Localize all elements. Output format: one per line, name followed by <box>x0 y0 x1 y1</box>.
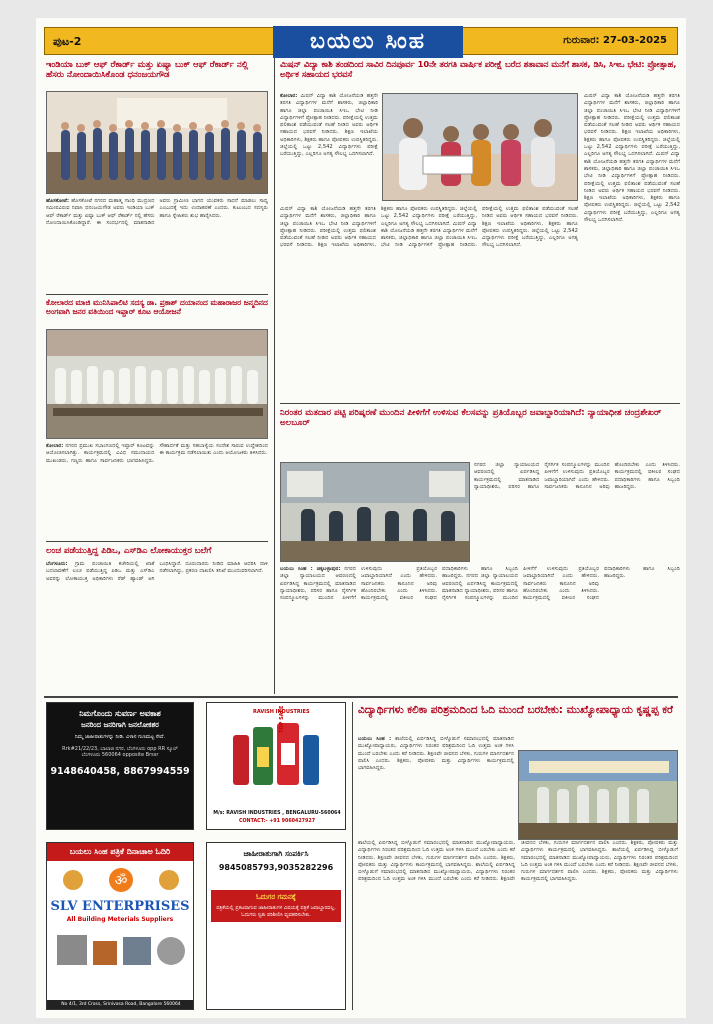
article-4-body: ಮಿಷನ್ ವಿದ್ಯಾ ಕಾಶಿ ಯೋಜನೆಯಡಿ ಹತ್ತನೇ ತರಗತಿ ವಿದ್ಯಾರ್ಥಿಗಳ ಮನೆಗೆ ಶಾಸಕರು, ಜಿಲ್ಲಾಧಿಕಾರಿ ಹಾಗೂ ಜಿಲ್ಲಾ ಪಂಚಾಯಿತಿ ಸಿಇಒ ಭೇಟಿ ನೀಡಿ ವಿದ್ಯಾರ್ಥಿಗಳಿಗೆ ಪ್ರೋತ್ಸಾಹ ನೀಡಿದರು. ಪರೀಕ್ಷೆಯಲ್ಲಿ ಉತ್ತಮ ಫಲಿತಾಂಶ ಪಡೆಯುವಂತೆ ಸಲಹೆ ನೀಡಿದ ಅವರು ಆರ್ಥಿಕ ಸಹಾಯದ ಭರವಸೆ ನೀಡಿದರು. ಶಿಕ್ಷಣ ಇಲಾಖೆಯ ಅಧಿಕಾರಿಗಳು, ಶಿಕ್ಷಕರು ಹಾಗೂ ಪೋಷಕರು ಉಪಸ್ಥಿತರಿದ್ದರು. ಜಿಲ್ಲೆಯಲ್ಲಿ ಒಟ್ಟು 2,542 ವಿದ್ಯಾರ್ಥಿಗಳು ಪರೀಕ್ಷೆ ಬರೆಯುತ್ತಿದ್ದು, ಎಲ್ಲರಿಗೂ ಅಗತ್ಯ ಸೌಲಭ್ಯ ಒದಗಿಸಲಾಗಿದೆ. ಮಿಷನ್ ವಿದ್ಯಾ ಕಾಶಿ ಯೋಜನೆಯಡಿ ಹತ್ತನೇ ತರಗತಿ ವಿದ್ಯಾರ್ಥಿಗಳ ಮನೆಗೆ ಶಾಸಕರು, ಜಿಲ್ಲಾಧಿಕಾರಿ ಹಾಗೂ ಜಿಲ್ಲಾ ಪಂಚಾಯಿತಿ ಸಿಇಒ ಭೇಟಿ ನೀಡಿ ವಿದ್ಯಾರ್ಥಿಗಳಿಗೆ ಪ್ರೋತ್ಸಾಹ ನೀಡಿದರು. ಪರೀಕ್ಷೆಯಲ್ಲಿ ಉತ್ತಮ ಫಲಿತಾಂಶ ಪಡೆಯುವಂತೆ ಸಲಹೆ ನೀಡಿದ ಅವರು ಆರ್ಥಿಕ ಸಹಾಯದ ಭರವಸೆ ನೀಡಿದರು. ಶಿಕ್ಷಣ ಇಲಾಖೆಯ ಅಧಿಕಾರಿಗಳು, ಶಿಕ್ಷಕರು ಹಾಗೂ ಪೋಷಕರು ಉಪಸ್ಥಿತರಿದ್ದರು. ಜಿಲ್ಲೆಯಲ್ಲಿ ಒಟ್ಟು 2,542 ವಿದ್ಯಾರ್ಥಿಗಳು ಪರೀಕ್ಷೆ ಬರೆಯುತ್ತಿದ್ದು, ಎಲ್ಲರಿಗೂ ಅಗತ್ಯ ಸೌಲಭ್ಯ ಒದಗಿಸಲಾಗಿದೆ. <box>280 206 578 249</box>
om-symbol-icon <box>47 865 194 895</box>
article-5-headline: ನಿರಂತರ ಮತದಾರ ಪಟ್ಟಿ ಪರಿಷ್ಕರಣೆ ಮುಂದಿನ ಪೀಳಿಗೆಗೆ ಉಳಿಸುವ ಕೆಲಸವನ್ನು ಪ್ರತಿಯೊಬ್ಬರ ಜವಾಬ್ದಾರಿಯಾಗಿದೆ: ನ್ಯಾಯಾಧೀಶ ಚಂದ್ರಶೇಖರ್ ಅಲಬೂರ್ <box>280 408 662 429</box>
ad3-address: No 4/1, 3rd Cross, Srinivasa Road, Bangalore 560064 <box>47 1000 194 1009</box>
article-6-body-col1: ಬಯಲು ಸಿಂಹ : ಶಾಲೆಯಲ್ಲಿ ಏರ್ಪಡಿಸಿದ್ದ ಬೀಳ್ಕೊಡುಗೆ ಸಮಾರಂಭದಲ್ಲಿ ಮಾತನಾಡಿದ ಮುಖ್ಯೋಪಾಧ್ಯಾಯರು, ವಿದ್ಯಾರ್ಥಿಗಳು ನಿರಂತರ ಪರಿಶ್ರಮದಿಂದ ಓದಿ ಉತ್ತಮ ಅಂಕ ಗಳಿಸಿ ಮುಂದೆ ಬರಬೇಕು ಎಂದು ಕರೆ ನೀಡಿದರು. ಶಿಕ್ಷಣವೇ ಜೀವನದ ಬೆಳಕು, ಗುರುಗಳ ಮಾರ್ಗದರ್ಶನ ಪಾಲಿಸಿ ಎಂದರು. ಶಿಕ್ಷಕರು, ಪೋಷಕರು ಮತ್ತು ವಿದ್ಯಾರ್ಥಿಗಳು ಕಾರ್ಯಕ್ರಮದಲ್ಲಿ ಭಾಗವಹಿಸಿದ್ದರು. <box>358 736 514 772</box>
ad3-banner: ಬಯಲು ಸಿಂಹ ಪತ್ರಿಕೆ ದಿನಾಚಾಅ ಓದಿರಿ <box>47 843 193 861</box>
ad1-phone: 9148640458, 8867994559 <box>50 766 190 777</box>
ad4-title: ಜಾಹೀರಾತುಗಾಗಿ ಸಂಪರ್ಕಿಸಿ <box>243 849 309 858</box>
ad3-name: SLV ENTERPRISES <box>50 899 190 914</box>
product-bottles-icon <box>207 717 346 807</box>
article-3-body: ಬೆಂಗಳೂರು: ಗ್ರಾಮ ಪಂಚಾಯಿತಿ ಕಚೇರಿಯಲ್ಲಿ ಖಾತೆ ಬದಲಾವಣೆಗೆ ಲಂಚ ಪಡೆಯುತ್ತಿದ್ದ ಪಿಡಿಒ ಮತ್ತು ಎಸ್‌ಡಿಎ ಅವರನ್ನು ಲೋಕಾಯುಕ್ತ ಅಧಿಕಾರಿಗಳು ರೆಡ್ ಹ್ಯಾಂಡ್ ಆಗಿ ಬಂಧಿಸಿದ್ದಾರೆ. ದೂರುದಾರರು ನೀಡಿದ ಮಾಹಿತಿ ಆಧರಿಸಿ ದಾಳಿ ನಡೆಸಲಾಗಿದ್ದು, ಪ್ರಕರಣ ದಾಖಲಿಸಿ ತನಿಖೆ ಮುಂದುವರಿಸಲಾಗಿದೆ. <box>46 561 268 582</box>
notice-box <box>211 890 341 922</box>
ad3-tagline: All Building Meterials Suppliers <box>66 916 174 923</box>
ad-suvarna-avakasha <box>46 702 194 830</box>
column-divider <box>274 58 275 694</box>
ad4-phone: 9845085793,9035282296 <box>218 863 334 872</box>
masthead-bar <box>44 27 678 55</box>
ad1-subtitle: ಜನರಿಂದ ಜನರಿಗಾಗಿ ಜನಲೋಕಶರ <box>81 721 159 729</box>
ad-ravish-industries <box>206 702 346 830</box>
article-1-body: ಹೊಸಕೋಟೆ: ಹೊಸಕೋಟೆ ನಗರದ ಮಹಾತ್ಮ ಗಾಂಧಿ ಮುದ್ರಣದ ಸಮೀಪವಿರುವ ನಿವಾಸಿ ಧನಂಜಯಗೌಡ ಅವರು ಇಂಡಿಯಾ ಬುಕ್ ಆಫ್ ರೆಕಾರ್ಡ್ ಮತ್ತು ಏಷ್ಯಾ ಬುಕ್ ಆಫ್ ರೆಕಾರ್ಡ್ ನಲ್ಲಿ ಹೆಸರು ನೋಂದಾಯಿಸಿಕೊಂಡಿದ್ದಾರೆ. ಈ ಸಂದರ್ಭದಲ್ಲಿ ಮಾತನಾಡಿದ ಅವರು ಗ್ರಾಮೀಣ ಭಾಗದ ಯುವಕರು ಸಾಧನೆ ಮಾಡಲು ಸಾಧ್ಯ ಎಂಬುದಕ್ಕೆ ಇದು ಉದಾಹರಣೆ ಎಂದರು. ಕುಟುಂಬದ ಸದಸ್ಯರು ಹಾಗೂ ಸ್ನೇಹಿತರು ಶುಭ ಹಾರೈಸಿದರು. <box>46 198 268 226</box>
ad2-footer: M/s: RAVISH INDUSTRIES , BENGALURU-560064 <box>213 811 341 816</box>
section-divider <box>44 696 678 698</box>
article-4-body-col1: ಕೋಲಾರ: ಮಿಷನ್ ವಿದ್ಯಾ ಕಾಶಿ ಯೋಜನೆಯಡಿ ಹತ್ತನೇ ತರಗತಿ ವಿದ್ಯಾರ್ಥಿಗಳ ಮನೆಗೆ ಶಾಸಕರು, ಜಿಲ್ಲಾಧಿಕಾರಿ ಹಾಗೂ ಜಿಲ್ಲಾ ಪಂಚಾಯಿತಿ ಸಿಇಒ ಭೇಟಿ ನೀಡಿ ವಿದ್ಯಾರ್ಥಿಗಳಿಗೆ ಪ್ರೋತ್ಸಾಹ ನೀಡಿದರು. ಪರೀಕ್ಷೆಯಲ್ಲಿ ಉತ್ತಮ ಫಲಿತಾಂಶ ಪಡೆಯುವಂತೆ ಸಲಹೆ ನೀಡಿದ ಅವರು ಆರ್ಥಿಕ ಸಹಾಯದ ಭರವಸೆ ನೀಡಿದರು. ಶಿಕ್ಷಣ ಇಲಾಖೆಯ ಅಧಿಕಾರಿಗಳು, ಶಿಕ್ಷಕರು ಹಾಗೂ ಪೋಷಕರು ಉಪಸ್ಥಿತರಿದ್ದರು. ಜಿಲ್ಲೆಯಲ್ಲಿ ಒಟ್ಟು 2,542 ವಿದ್ಯಾರ್ಥಿಗಳು ಪರೀಕ್ಷೆ ಬರೆಯುತ್ತಿದ್ದು, ಎಲ್ಲರಿಗೂ ಅಗತ್ಯ ಸೌಲಭ್ಯ ಒದಗಿಸಲಾಗಿದೆ. <box>280 93 378 158</box>
article-6-body: ಶಾಲೆಯಲ್ಲಿ ಏರ್ಪಡಿಸಿದ್ದ ಬೀಳ್ಕೊಡುಗೆ ಸಮಾರಂಭದಲ್ಲಿ ಮಾತನಾಡಿದ ಮುಖ್ಯೋಪಾಧ್ಯಾಯರು, ವಿದ್ಯಾರ್ಥಿಗಳು ನಿರಂತರ ಪರಿಶ್ರಮದಿಂದ ಓದಿ ಉತ್ತಮ ಅಂಕ ಗಳಿಸಿ ಮುಂದೆ ಬರಬೇಕು ಎಂದು ಕರೆ ನೀಡಿದರು. ಶಿಕ್ಷಣವೇ ಜೀವನದ ಬೆಳಕು, ಗುರುಗಳ ಮಾರ್ಗದರ್ಶನ ಪಾಲಿಸಿ ಎಂದರು. ಶಿಕ್ಷಕರು, ಪೋಷಕರು ಮತ್ತು ವಿದ್ಯಾರ್ಥಿಗಳು ಕಾರ್ಯಕ್ರಮದಲ್ಲಿ ಭಾಗವಹಿಸಿದ್ದರು. ಶಾಲೆಯಲ್ಲಿ ಏರ್ಪಡಿಸಿದ್ದ ಬೀಳ್ಕೊಡುಗೆ ಸಮಾರಂಭದಲ್ಲಿ ಮಾತನಾಡಿದ ಮುಖ್ಯೋಪಾಧ್ಯಾಯರು, ವಿದ್ಯಾರ್ಥಿಗಳು ನಿರಂತರ ಪರಿಶ್ರಮದಿಂದ ಓದಿ ಉತ್ತಮ ಅಂಕ ಗಳಿಸಿ ಮುಂದೆ ಬರಬೇಕು ಎಂದು ಕರೆ ನೀಡಿದರು. ಶಿಕ್ಷಣವೇ ಜೀವನದ ಬೆಳಕು, ಗುರುಗಳ ಮಾರ್ಗದರ್ಶನ ಪಾಲಿಸಿ ಎಂದರು. ಶಿಕ್ಷಕರು, ಪೋಷಕರು ಮತ್ತು ವಿದ್ಯಾರ್ಥಿಗಳು ಕಾರ್ಯಕ್ರಮದಲ್ಲಿ ಭಾಗವಹಿಸಿದ್ದರು. ಶಾಲೆಯಲ್ಲಿ ಏರ್ಪಡಿಸಿದ್ದ ಬೀಳ್ಕೊಡುಗೆ ಸಮಾರಂಭದಲ್ಲಿ ಮಾತನಾಡಿದ ಮುಖ್ಯೋಪಾಧ್ಯಾಯರು, ವಿದ್ಯಾರ್ಥಿಗಳು ನಿರಂತರ ಪರಿಶ್ರಮದಿಂದ ಓದಿ ಉತ್ತಮ ಅಂಕ ಗಳಿಸಿ ಮುಂದೆ ಬರಬೇಕು ಎಂದು ಕರೆ ನೀಡಿದರು. ಶಿಕ್ಷಣವೇ ಜೀವನದ ಬೆಳಕು, ಗುರುಗಳ ಮಾರ್ಗದರ್ಶನ ಪಾಲಿಸಿ ಎಂದರು. ಶಿಕ್ಷಕರು, ಪೋಷಕರು ಮತ್ತು ವಿದ್ಯಾರ್ಥಿಗಳು ಕಾರ್ಯಕ್ರಮದಲ್ಲಿ ಭಾಗವಹಿಸಿದ್ದರು. <box>358 840 678 883</box>
ad1-address: Rrk#21/22/23, ಬಾಲಾಜಿ ನಗರ, ಬೆಂಗಳೂರು opp RR ಸ್ಕೂಲ್ ಬೆಂಗಳೂರು 560064 opposite Brssr <box>62 746 178 758</box>
svg-text:ॐ: ॐ <box>114 873 128 889</box>
ad-contact-notice <box>206 842 346 1010</box>
article-3-headline: ಲಂಚ ಪಡೆಯುತ್ತಿದ್ದ ಪಿಡಿಒ, ಎಸ್‌ಡಿಎ ಲೋಕಾಯುಕ್ತರ ಬಲೆಗೆ <box>46 546 212 556</box>
divider <box>280 403 680 404</box>
article-4-headline: ಮಿಷನ್ ವಿದ್ಯಾ ಕಾಶಿ ತಂಡದಿಂದ ಸಾವಿರ ದಿನಪೂರ್ವ 10ನೇ ತರಗತಿ ವಾರ್ಷಿಕ ಪರೀಕ್ಷೆ ಬರೆದ ಶತಾವಾನ ಮನೆಗೆ ಶಾಸಕ, ಡಿಸಿ, ಸಿಇಒ ಭೇಟಿ: ಪ್ರೋತ್ಸಾಹ, ಅರ್ಥಿಕ ಸಹಾಯದ ಭರವಸೆ <box>280 59 677 79</box>
article-5-body: ಬಯಲು ಸಿಂಹ : ಚಿಕ್ಕಬಳ್ಳಾಪುರ: ನಗರದ ಜಿಲ್ಲಾ ನ್ಯಾಯಾಲಯದ ಆವರಣದಲ್ಲಿ ಏರ್ಪಡಿಸಿದ್ದ ಕಾರ್ಯಕ್ರಮದಲ್ಲಿ ಮಾತನಾಡಿದ ನ್ಯಾಯಾಧೀಶರು, ಪರಿಸರ ಹಾಗೂ ನೈಸರ್ಗಿಕ ಸಂಪನ್ಮೂಲಗಳನ್ನು ಮುಂದಿನ ಪೀಳಿಗೆಗೆ ಉಳಿಸುವುದು ಪ್ರತಿಯೊಬ್ಬರ ಜವಾಬ್ದಾರಿಯಾಗಿದೆ ಎಂದು ಹೇಳಿದರು. ಸಾರ್ವಜನಿಕರು ಕಾನೂನಿನ ಅರಿವು ಹೊಂದಿರಬೇಕು ಎಂದು ತಿಳಿಸಿದರು. ಕಾರ್ಯಕ್ರಮದಲ್ಲಿ ವಕೀಲರ ಸಂಘದ ಪದಾಧಿಕಾರಿಗಳು ಹಾಗೂ ಸಿಬ್ಬಂದಿ ಹಾಜರಿದ್ದರು. ನಗರದ ಜಿಲ್ಲಾ ನ್ಯಾಯಾಲಯದ ಆವರಣದಲ್ಲಿ ಏರ್ಪಡಿಸಿದ್ದ ಕಾರ್ಯಕ್ರಮದಲ್ಲಿ ಮಾತನಾಡಿದ ನ್ಯಾಯಾಧೀಶರು, ಪರಿಸರ ಹಾಗೂ ನೈಸರ್ಗಿಕ ಸಂಪನ್ಮೂಲಗಳನ್ನು ಮುಂದಿನ ಪೀಳಿಗೆಗೆ ಉಳಿಸುವುದು ಪ್ರತಿಯೊಬ್ಬರ ಜವಾಬ್ದಾರಿಯಾಗಿದೆ ಎಂದು ಹೇಳಿದರು. ಸಾರ್ವಜನಿಕರು ಕಾನೂನಿನ ಅರಿವು ಹೊಂದಿರಬೇಕು ಎಂದು ತಿಳಿಸಿದರು. ಕಾರ್ಯಕ್ರಮದಲ್ಲಿ ವಕೀಲರ ಸಂಘದ ಪದಾಧಿಕಾರಿಗಳು ಹಾಗೂ ಸಿಬ್ಬಂದಿ ಹಾಜರಿದ್ದರು. <box>280 566 680 602</box>
ad4-notice-title: ಓದುಗರ ಗಮನಕ್ಕೆ <box>256 893 296 901</box>
page-number: ಪುಟ-2 <box>53 35 82 48</box>
ad2-company: RAVISH INDUSTRIES <box>253 709 310 715</box>
ad1-title: ನಿಮಗೊಂದು ಸುವರ್ಣ ಅವಕಾಶ <box>79 709 161 718</box>
column-divider <box>352 702 353 1010</box>
article-5-photo <box>280 462 470 562</box>
ad2-contact: CONTACT:- +91 9060427927 <box>238 819 316 824</box>
article-2-body: ಕೋಲಾರ: ನಗರದ ಪ್ರಮುಖ ಸಭಾಂಗಣದಲ್ಲಿ ಇಫ್ತಾರ್ ಕೂಟವನ್ನು ಆಯೋಜಿಸಲಾಗಿತ್ತು. ಕಾರ್ಯಕ್ರಮದಲ್ಲಿ ವಿವಿಧ ಸಮುದಾಯದ ಮುಖಂಡರು, ಗಣ್ಯರು ಹಾಗೂ ಸಾರ್ವಜನಿಕರು ಭಾಗವಹಿಸಿದ್ದರು. ಸೌಹಾರ್ದತೆ ಮತ್ತು ಸಹಬಾಳ್ವೆಯ ಸಂದೇಶ ಸಾರುವ ಉದ್ದೇಶದಿಂದ ಈ ಕಾರ್ಯಕ್ರಮ ನಡೆಸಲಾಯಿತು ಎಂದು ಆಯೋಜಕರು ತಿಳಿಸಿದರು. <box>46 443 268 464</box>
divider <box>46 294 268 295</box>
newspaper-page <box>36 18 686 1018</box>
ad-slv-enterprises <box>46 842 194 1010</box>
ad2-brand: TOP SAFE <box>279 705 285 733</box>
issue-date: ಗುರುವಾರ: 27-03-2025 <box>563 35 667 46</box>
article-6-photo <box>518 750 678 840</box>
article-1-photo <box>46 91 268 194</box>
masthead-title: ಬಯಲು ಸಿಂಹ <box>273 26 463 58</box>
article-1-headline: ಇಂಡಿಯಾ ಬುಕ್ ಆಫ್ ರೆಕಾರ್ಡ್ ಮತ್ತು ಏಷ್ಯಾ ಬುಕ್ ಆಫ್ ರೆಕಾರ್ಡ್ ನಲ್ಲಿ ಹೆಸರು ನೋಂದಾಯಿಸಿಕೊಂಡ ಧನಂಜಯಗೌಡ <box>46 60 249 81</box>
article-2-photo <box>46 329 268 439</box>
ad4-notice: ಪತ್ರಿಕೆಯಲ್ಲಿ ಪ್ರಕಟವಾಗುವ ಜಾಹೀರಾತುಗಳ ವಿಷಯಕ್ಕೆ ಪತ್ರಿಕೆ ಜವಾಬ್ದಾರವಲ್ಲ. ಓದುಗರು ಸ್ವತಃ ಪರಿಶೀಲಿಸಿ ವ್ಯವಹರಿಸಬೇಕು. <box>216 905 336 918</box>
article-4-photo <box>382 93 578 201</box>
article-5-body-right: ನಗರದ ಜಿಲ್ಲಾ ನ್ಯಾಯಾಲಯದ ಆವರಣದಲ್ಲಿ ಏರ್ಪಡಿಸಿದ್ದ ಕಾರ್ಯಕ್ರಮದಲ್ಲಿ ಮಾತನಾಡಿದ ನ್ಯಾಯಾಧೀಶರು, ಪರಿಸರ ಹಾಗೂ ನೈಸರ್ಗಿಕ ಸಂಪನ್ಮೂಲಗಳನ್ನು ಮುಂದಿನ ಪೀಳಿಗೆಗೆ ಉಳಿಸುವುದು ಪ್ರತಿಯೊಬ್ಬರ ಜವಾಬ್ದಾರಿಯಾಗಿದೆ ಎಂದು ಹೇಳಿದರು. ಸಾರ್ವಜನಿಕರು ಕಾನೂನಿನ ಅರಿವು ಹೊಂದಿರಬೇಕು ಎಂದು ತಿಳಿಸಿದರು. ಕಾರ್ಯಕ್ರಮದಲ್ಲಿ ವಕೀಲರ ಸಂಘದ ಪದಾಧಿಕಾರಿಗಳು ಹಾಗೂ ಸಿಬ್ಬಂದಿ ಹಾಜರಿದ್ದರು. <box>474 462 680 490</box>
divider <box>46 541 268 542</box>
building-materials-icon <box>47 927 194 971</box>
article-6-headline: ವಿದ್ಯಾರ್ಥಿಗಳು ಕಲಿಕಾ ಪರಿಶ್ರಮದಿಂದ ಓದಿ ಮುಂದೆ ಬರಬೇಕು: ಮುಖ್ಯೋಪಾಧ್ಯಾಯ ಕೃಷ್ಣಪ್ಪ ಕರೆ <box>358 704 673 716</box>
article-2-headline: ಕೋಲಾರದ ಮಾಜಿ ಮುನಿಸಿಪಾಲಿಟಿ ಸದಸ್ಯ ಡಾ. ಪ್ರಕಾಶ್ ದಯಾನಂದ ಮಹಾರಾಜರ ಜನ್ಮದಿನದ ಅಂಗವಾಗಿ ಜನರ ವತಿಯಿಂದ ಇಫ್ತಾರ್ ಕೂಟ ಆಯೋಜನೆ <box>46 298 268 316</box>
ad1-body: ನಿಮ್ಮ ಜಾಹೀರಾತುಗಳನ್ನು ನೀಡಿ. ವಿಳಾಸ ಗುಣಮಟ್ಟ ಸೇವೆ. <box>74 734 166 740</box>
article-4-body-col4: ಮಿಷನ್ ವಿದ್ಯಾ ಕಾಶಿ ಯೋಜನೆಯಡಿ ಹತ್ತನೇ ತರಗತಿ ವಿದ್ಯಾರ್ಥಿಗಳ ಮನೆಗೆ ಶಾಸಕರು, ಜಿಲ್ಲಾಧಿಕಾರಿ ಹಾಗೂ ಜಿಲ್ಲಾ ಪಂಚಾಯಿತಿ ಸಿಇಒ ಭೇಟಿ ನೀಡಿ ವಿದ್ಯಾರ್ಥಿಗಳಿಗೆ ಪ್ರೋತ್ಸಾಹ ನೀಡಿದರು. ಪರೀಕ್ಷೆಯಲ್ಲಿ ಉತ್ತಮ ಫಲಿತಾಂಶ ಪಡೆಯುವಂತೆ ಸಲಹೆ ನೀಡಿದ ಅವರು ಆರ್ಥಿಕ ಸಹಾಯದ ಭರವಸೆ ನೀಡಿದರು. ಶಿಕ್ಷಣ ಇಲಾಖೆಯ ಅಧಿಕಾರಿಗಳು, ಶಿಕ್ಷಕರು ಹಾಗೂ ಪೋಷಕರು ಉಪಸ್ಥಿತರಿದ್ದರು. ಜಿಲ್ಲೆಯಲ್ಲಿ ಒಟ್ಟು 2,542 ವಿದ್ಯಾರ್ಥಿಗಳು ಪರೀಕ್ಷೆ ಬರೆಯುತ್ತಿದ್ದು, ಎಲ್ಲರಿಗೂ ಅಗತ್ಯ ಸೌಲಭ್ಯ ಒದಗಿಸಲಾಗಿದೆ. ಮಿಷನ್ ವಿದ್ಯಾ ಕಾಶಿ ಯೋಜನೆಯಡಿ ಹತ್ತನೇ ತರಗತಿ ವಿದ್ಯಾರ್ಥಿಗಳ ಮನೆಗೆ ಶಾಸಕರು, ಜಿಲ್ಲಾಧಿಕಾರಿ ಹಾಗೂ ಜಿಲ್ಲಾ ಪಂಚಾಯಿತಿ ಸಿಇಒ ಭೇಟಿ ನೀಡಿ ವಿದ್ಯಾರ್ಥಿಗಳಿಗೆ ಪ್ರೋತ್ಸಾಹ ನೀಡಿದರು. ಪರೀಕ್ಷೆಯಲ್ಲಿ ಉತ್ತಮ ಫಲಿತಾಂಶ ಪಡೆಯುವಂತೆ ಸಲಹೆ ನೀಡಿದ ಅವರು ಆರ್ಥಿಕ ಸಹಾಯದ ಭರವಸೆ ನೀಡಿದರು. ಶಿಕ್ಷಣ ಇಲಾಖೆಯ ಅಧಿಕಾರಿಗಳು, ಶಿಕ್ಷಕರು ಹಾಗೂ ಪೋಷಕರು ಉಪಸ್ಥಿತರಿದ್ದರು. ಜಿಲ್ಲೆಯಲ್ಲಿ ಒಟ್ಟು 2,542 ವಿದ್ಯಾರ್ಥಿಗಳು ಪರೀಕ್ಷೆ ಬರೆಯುತ್ತಿದ್ದು, ಎಲ್ಲರಿಗೂ ಅಗತ್ಯ ಸೌಲಭ್ಯ ಒದಗಿಸಲಾಗಿದೆ. <box>584 93 680 224</box>
